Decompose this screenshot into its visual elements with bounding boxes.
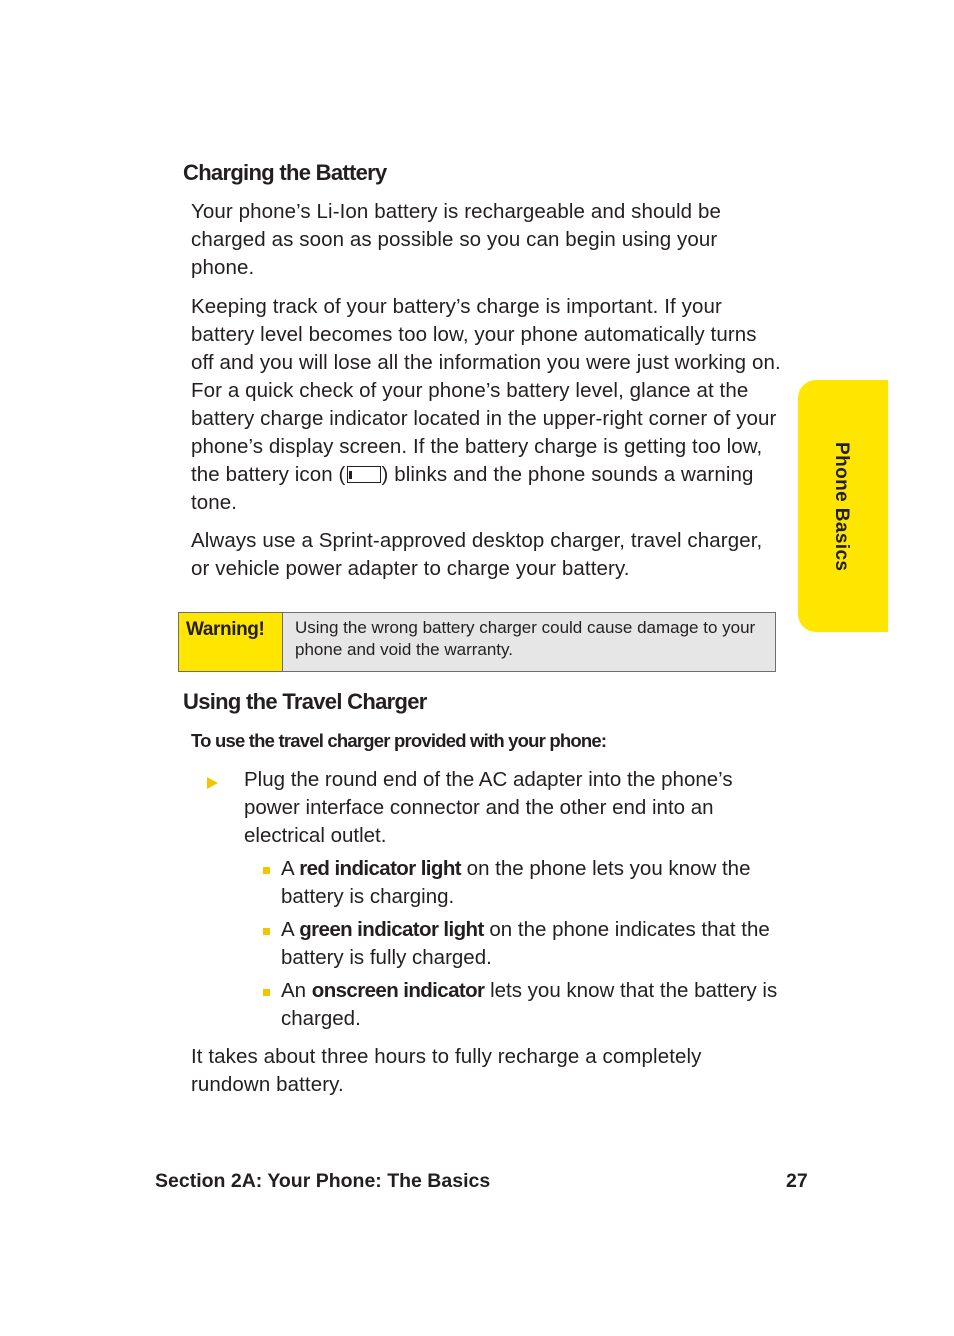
charging-paragraph-3: Always use a Sprint-approved desktop charger, travel charger, or vehicle power adapter to charge your battery. [191,529,763,580]
footer-section-title: Section 2A: Your Phone: The Basics [155,1170,491,1192]
bullet-square-icon [263,867,270,874]
charging-paragraph-1: Your phone’s Li-Ion battery is rechargeable and should be charged as soon as possible so you can begin using your phone. [191,200,721,279]
step-arrow-icon [207,777,218,789]
bullet-green-pre: A [281,918,300,941]
page-number: 27 [786,1170,808,1192]
charging-paragraph-2 [191,293,781,517]
bullet-red-post: on the phone lets you know the battery is charging. [281,857,751,908]
bullet-square-icon [263,928,270,935]
bullet-onscreen-pre: An [281,979,312,1002]
bullet-square-icon [263,989,270,996]
section-heading-travel-charger: Using the Travel Charger [183,689,427,714]
charging-paragraph-2-text-a: Keeping track of your battery’s charge is important. If your battery level becomes too low, your phone automatically turns off and you will lose all the information you were just working on. For a quick check of your phone’s battery level, glance at the battery charge indicator located in the upper-right corner of your phone’s display screen. If the battery charge is getting too low, the battery icon ( [191,295,781,486]
section-heading-charging: Charging the Battery [183,160,387,185]
bullet-red-bold: red indicator light [299,857,461,880]
bullet-red-indicator [281,855,786,911]
charging-paragraph-2-text-b: ) blinks and the phone sounds a warning tone. [191,463,754,514]
warning-label: Warning! [179,613,283,671]
bullet-red-pre: A [281,857,300,880]
bullet-onscreen-indicator [281,977,786,1033]
bullet-green-indicator [281,916,786,972]
bullet-green-post: on the phone indicates that the battery is fully charged. [281,918,770,969]
bullet-green-bold: green indicator light [299,918,484,941]
warning-box [178,612,776,672]
bullet-onscreen-post: lets you know that the battery is charged. [281,979,778,1030]
closing-paragraph: It takes about three hours to fully recharge a completely rundown battery. [191,1045,702,1096]
step-1: Plug the round end of the AC adapter into the phone’s power interface connector and the other end into an electrical outlet. [244,768,733,847]
battery-icon [347,466,381,483]
bullet-onscreen-bold: onscreen indicator [311,979,485,1002]
warning-text: Using the wrong battery charger could cause damage to your phone and void the warranty. [283,613,775,671]
side-tab-label: Phone Basics [831,442,852,572]
procedure-heading: To use the travel charger provided with your phone: [191,730,607,751]
